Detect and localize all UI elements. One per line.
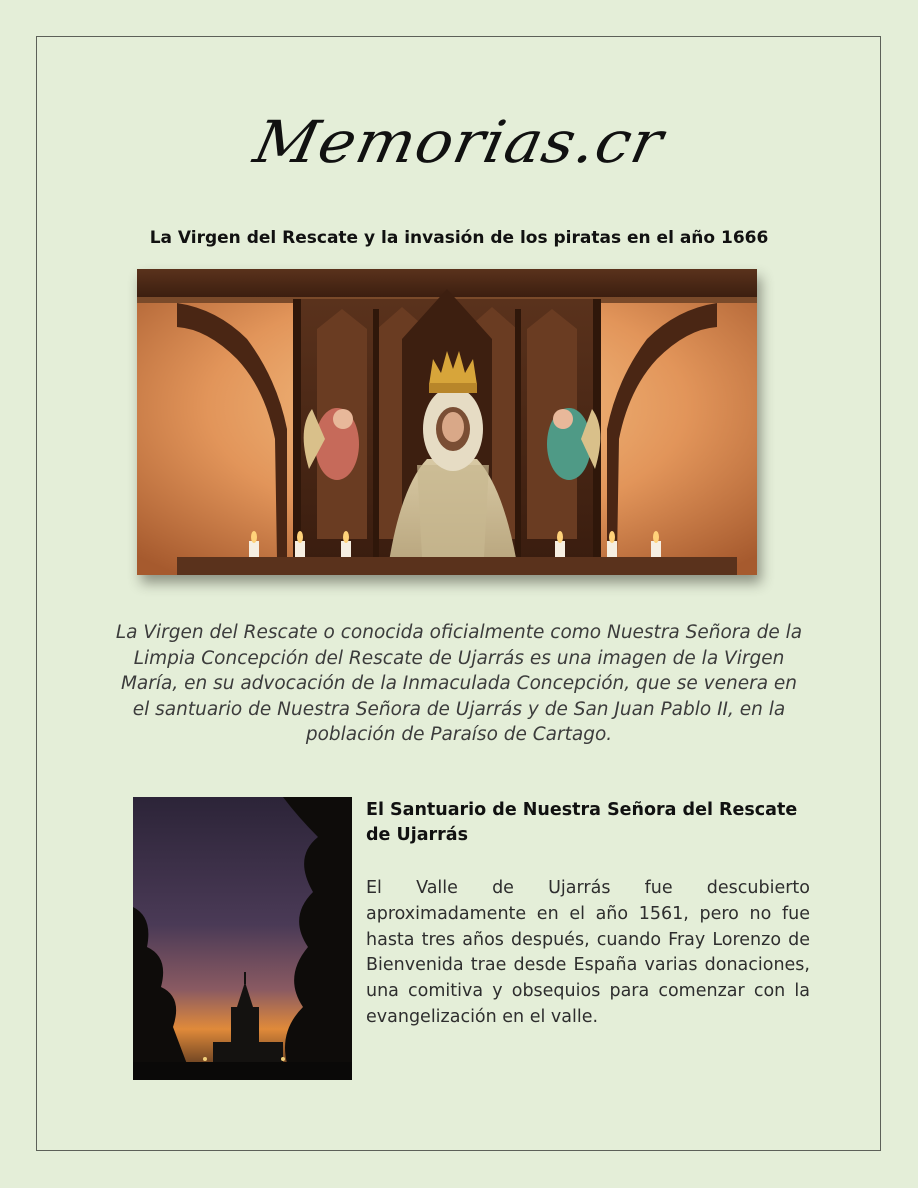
section-heading: El Santuario de Nuestra Señora del Rescate de Ujarrás xyxy=(366,800,798,845)
intro-paragraph: La Virgen del Rescate o conocida oficialmente como Nuestra Señora de la Limpia Concepción del Rescate de Ujarrás es una imagen de la Virgen María, en su advocación de la Inmaculada Concepción, que se venera en el santuario de Nuestra Señora de Ujarrás y de San Juan Pablo II, en la población de Paraíso de Cartago. xyxy=(115,622,803,746)
section-body: El Valle de Ujarrás fue descubierto aproximadamente en el año 1561, pero no fue hasta tres años después, cuando Fray Lorenzo de Bienvenida trae desde España varias donaciones, una comitiva y obsequios para comenzar con la evangelización en el valle. xyxy=(366,878,810,1027)
church-dusk-photo-icon xyxy=(133,797,352,1080)
brand-title: Memorias.cr xyxy=(248,108,670,176)
altar-photo-icon xyxy=(137,269,757,575)
article-headline: La Virgen del Rescate y la invasión de los piratas en el año 1666 xyxy=(149,228,769,248)
altar-photo xyxy=(137,269,757,575)
church-dusk-photo xyxy=(133,797,352,1080)
